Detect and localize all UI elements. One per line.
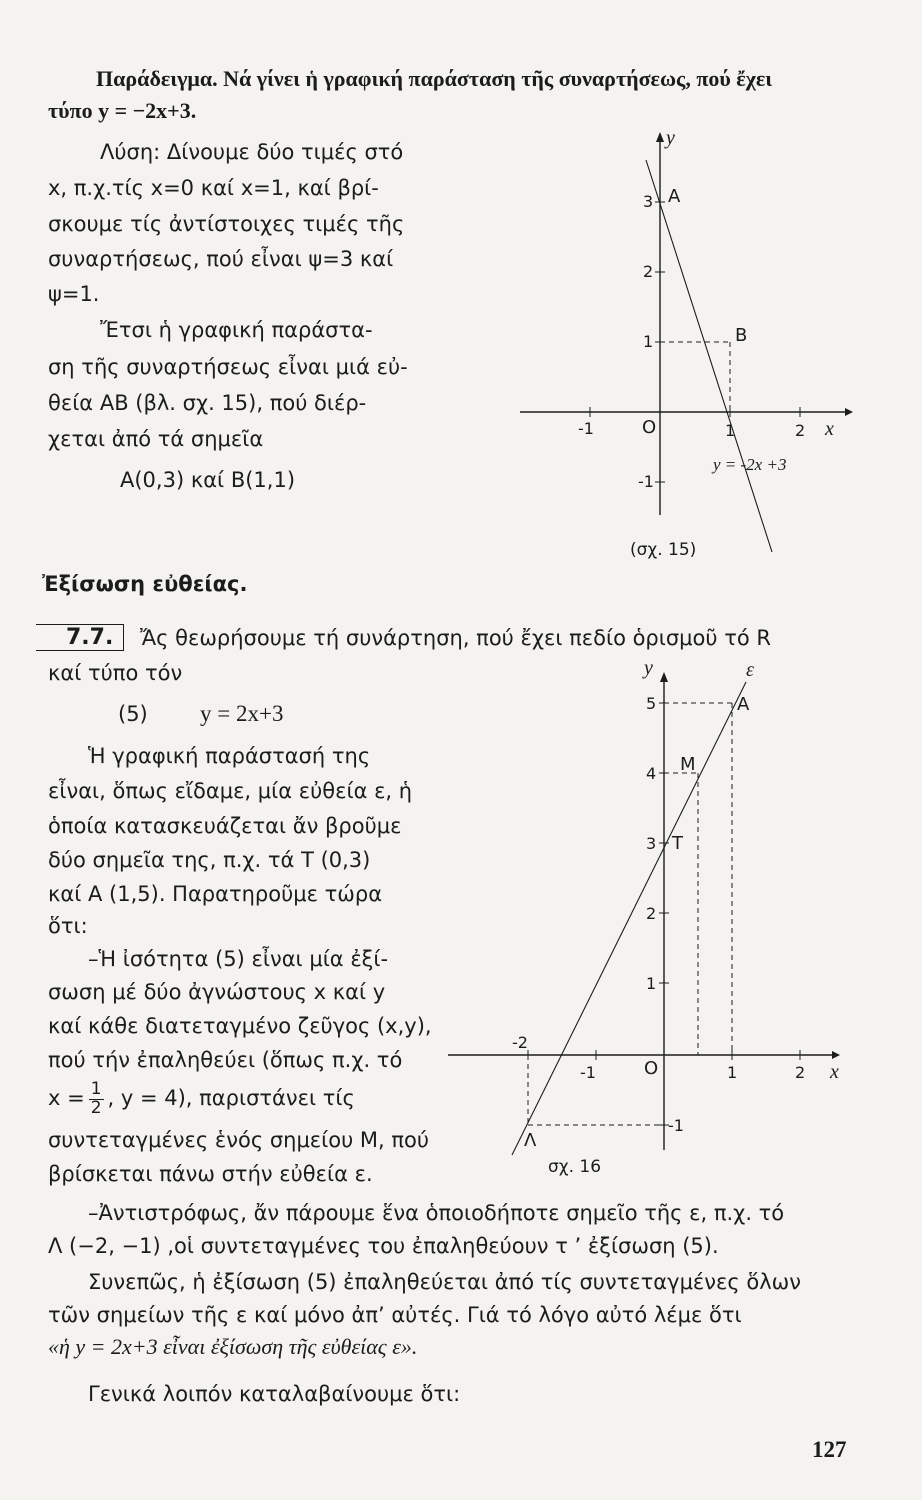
body-line: ὁποία κατασκευάζεται ἄν βροῦμε <box>48 814 402 838</box>
tick-label-x: -2 <box>512 1033 528 1052</box>
solution-line: θεία AB (βλ. σχ. 15), πού διέρ- <box>48 391 367 415</box>
tick-label-x: -1 <box>578 419 594 438</box>
solution-line: Λύση: Δίνουμε δύο τιμές στό <box>100 140 404 164</box>
equation-number: (5) <box>118 702 148 726</box>
paragraph-line: –Ἀντιστρόφως, ἄν πάρουμε ἕνα ὁποιοδήποτε σημεῖο τῆς ε, π.χ. τό <box>88 1201 785 1225</box>
tick-label-y: 1 <box>643 332 654 351</box>
tick-label-y: -1 <box>668 1116 684 1135</box>
body-line: βρίσκεται πάνω στήν εὐθεία ε. <box>48 1162 373 1186</box>
solution-points: A(0,3) καί B(1,1) <box>120 468 296 492</box>
graph-line-epsilon <box>512 682 746 1155</box>
solution-line: συναρτήσεως, πού εἶναι ψ=3 καί <box>48 247 394 271</box>
origin-label: O <box>644 1058 659 1079</box>
paragraph-line: Λ (−2, −1) ,οἱ συντεταγμένες του ἐπαληθεύουν τ ’ ἐξίσωση (5). <box>48 1234 719 1258</box>
solution-line: Ἔτσι ἡ γραφική παράστα- <box>100 318 373 342</box>
tick-label-y: 4 <box>646 764 657 783</box>
tick-label-x: 1 <box>727 1063 738 1082</box>
body-line: δύο σημεῖα της, π.χ. τά T (0,3) <box>48 848 371 872</box>
tick-label-x: 1 <box>725 421 736 440</box>
figure-16 <box>440 650 860 1190</box>
tick-label-y: 3 <box>643 192 654 211</box>
y-axis-arrow <box>656 132 664 142</box>
section-number <box>36 625 124 651</box>
body-line: εἶναι, ὅπως εἴδαμε, μία εὐθεία ε, ἡ <box>48 779 413 803</box>
fraction-line-start: x = <box>48 1086 85 1111</box>
solution-line: ση τῆς συναρτήσεως εἶναι μιά εὐ- <box>48 355 408 379</box>
body-line: καί A (1,5). Παρατηροῦμε τώρα <box>48 882 383 906</box>
x-axis-arrow <box>832 1051 840 1059</box>
point-lambda-label: Λ <box>524 1130 537 1151</box>
tick-label-x: 2 <box>795 1063 806 1082</box>
tick-label-y: 2 <box>643 262 654 281</box>
origin-label: O <box>642 417 657 438</box>
section-intro: Ἄς θεωρήσουμε τή συνάρτηση, πού ἔχει πεδίο ὁρισμοῦ τό R <box>140 626 771 650</box>
point-m-label: M <box>680 754 696 775</box>
point-t-label: T <box>672 833 683 854</box>
section-number-box: 7.7. <box>36 624 124 651</box>
example-heading: Παράδειγμα. Νά γίνει ἡ γραφική παράσταση τῆς συναρτήσεως, πού ἔχει <box>96 66 773 91</box>
line-label-epsilon: ε <box>746 659 754 681</box>
page-number: 127 <box>812 1437 847 1462</box>
fraction-line <box>48 1070 355 1128</box>
point-a-label: A <box>737 694 750 715</box>
equation-label: y = -2x +3 <box>713 455 787 474</box>
fraction-line-end: , y = 4), παριστάνει τίς <box>107 1086 355 1111</box>
tick-label-y: 1 <box>646 974 657 993</box>
closing-line: Γενικά λοιπόν καταλαβαίνουμε ὅτι: <box>88 1382 461 1406</box>
body-line: ὅτι: <box>48 914 88 938</box>
figure-caption: σχ. 16 <box>548 1157 602 1177</box>
body-line: πού τήν ἐπαληθεύει (ὅπως π.χ. τό <box>48 1048 403 1072</box>
solution-line: x, π.χ.τίς x=0 καί x=1, καί βρί- <box>48 176 379 200</box>
solution-line: χεται ἀπό τά σημεῖα <box>48 427 264 451</box>
point-b-label: B <box>735 325 748 346</box>
body-line: Ἡ γραφική παράστασή της <box>88 744 371 768</box>
solution-line: σκουμε τίς ἀντίστοιχες τιμές τῆς <box>48 212 405 236</box>
axis-label-y: y <box>644 657 653 679</box>
tick-label-x: 2 <box>795 421 806 440</box>
body-line: καί κάθε διατεταγμένο ζεῦγος (x,y), <box>48 1014 432 1038</box>
figure-caption: (σχ. 15) <box>630 540 697 560</box>
fraction-one-half <box>89 1078 104 1118</box>
tick-label-y: -1 <box>638 472 654 491</box>
point-a-label: A <box>668 186 681 207</box>
example-heading-cont: τύπο y = −2x+3. <box>48 98 197 123</box>
body-line: σωση μέ δύο ἀγνώστους x καί y <box>48 980 386 1004</box>
y-axis-arrow <box>660 672 668 682</box>
fraction-denominator: 2 <box>90 1097 102 1118</box>
solution-line: ψ=1. <box>48 282 100 306</box>
tick-label-y: 5 <box>646 694 657 713</box>
section-title: Ἐξίσωση εὐθείας. <box>42 572 248 596</box>
paragraph-line: τῶν σημείων τῆς ε καί μόνο ἀπ’ αὐτές. Γιά τό λόγο αὐτό λέμε ὅτι <box>48 1303 742 1327</box>
axis-label-x: x <box>825 418 834 440</box>
figure-15 <box>500 130 860 570</box>
body-line: –Ἡ ἰσότητα (5) εἶναι μία ἐξί- <box>88 947 389 971</box>
axis-label-x: x <box>830 1061 839 1083</box>
graph-line-ab <box>646 160 772 552</box>
x-axis-arrow <box>845 408 853 416</box>
section-intro-cont: καί τύπο τόν <box>48 661 183 685</box>
quote-line: «ἡ y = 2x+3 εἶναι ἐξίσωση τῆς εὐθείας ε». <box>48 1334 418 1359</box>
equation: y = 2x+3 <box>200 701 284 726</box>
fraction-numerator: 1 <box>90 1078 102 1099</box>
tick-label-x: -1 <box>580 1063 596 1082</box>
axis-label-y: y <box>666 130 675 149</box>
body-line: συντεταγμένες ἑνός σημείου M, πού <box>48 1128 430 1152</box>
paragraph-line: Συνεπῶς, ἡ ἐξίσωση (5) ἐπαληθεύεται ἀπό τίς συντεταγμένες ὅλων <box>88 1270 801 1294</box>
tick-label-y: 3 <box>646 834 657 853</box>
tick-label-y: 2 <box>646 904 657 923</box>
